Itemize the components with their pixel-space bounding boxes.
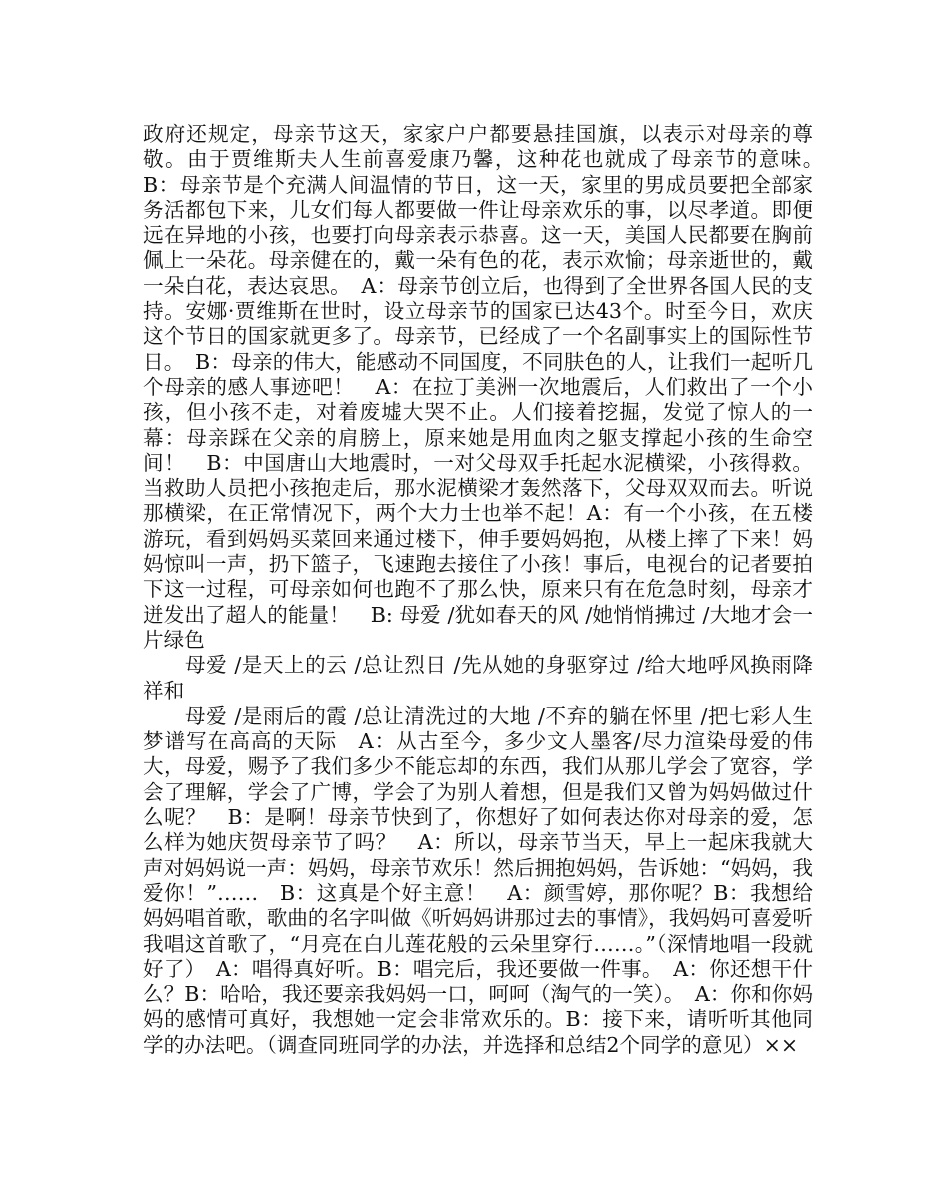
poem-stanza-paragraph: 母爱 /是天上的云 /总让烈日 /先从她的身驱穿过 /给大地呼风换雨降祥和 [143,653,813,703]
document-page [143,122,834,1058]
dialogue-paragraph-2: 母爱 /是雨后的霞 /总让清洗过的大地 /不弃的躺在怀里 /把七彩人生梦谱写在高高的天际 A：从古至今，多少文人墨客/尽力渲染母爱的伟大，母爱，赐予了我们多少不能忘却的东西，我们从那儿学会了宽容，学会了理解，学会了广博，学会了为别人着想，但是我们又曾为妈妈做过什么呢？ B：是啊！母亲节快到了，你想好了如何表达你对母亲的爱，怎么样为她庆贺母亲节了吗？ A：所以，母亲节当天，早上一起床我就大声对妈妈说一声：妈妈，母亲节欢乐！然后拥抱妈妈，告诉她：“妈妈，我爱你！”…… B：这真是个好主意！ A：颜雪婷，那你呢？B：我想给妈妈唱首歌，歌曲的名字叫做《听妈妈讲那过去的事情》，我妈妈可喜爱听我唱这首歌了，“月亮在白儿莲花般的云朵里穿行……。”（深情地唱一段就好了） A：唱得真好听。B：唱完后，我还要做一件事。 A：你还想干什么？B：哈哈，我还要亲我妈妈一口，呵呵（淘气的一笑）。 A：你和你妈妈的感情可真好，我想她一定会非常欢乐的。B：接下来，请听听其他同学的办法吧。（调查同班同学的办法，并选择和总结2个同学的意见）×× [143,703,813,1057]
dialogue-paragraph-1: 政府还规定，母亲节这天，家家户户都要悬挂国旗，以表示对母亲的尊敬。由于贾维斯夫人生前喜爱康乃馨，这种花也就成了母亲节的意味。 B：母亲节是个充满人间温情的节日，这一天，家里的男成员要把全部家务活都包下来，儿女们每人都要做一件让母亲欢乐的事，以尽孝道。即便远在异地的小孩，也要打向母亲表示恭喜。这一天，美国人民都要在胸前佩上一朵花。母亲健在的，戴一朵有色的花，表示欢愉；母亲逝世的，戴一朵白花，表达哀思。 A：母亲节创立后，也得到了全世界各国人民的支持。安娜·贾维斯在世时，设立母亲节的国家已达43个。时至今日，欢庆这个节日的国家就更多了。母亲节，已经成了一个名副事实上的国际性节日。 B：母亲的伟大，能感动不同国度，不同肤色的人，让我们一起听几个母亲的感人事迹吧！ A：在拉丁美洲一次地震后，人们救出了一个小孩，但小孩不走，对着废墟大哭不止。人们接着挖掘，发觉了惊人的一幕：母亲踩在父亲的肩膀上，原来她是用血肉之躯支撑起小孩的生命空间！ B：中国唐山大地震时，一对父母双手托起水泥横梁，小孩得救。当救助人员把小孩抱走后，那水泥横梁才轰然落下，父母双双而去。听说那横梁，在正常情况下，两个大力士也举不起！A：有一个小孩，在五楼游玩，看到妈妈买菜回来通过楼下，伸手要妈妈抱，从楼上摔了下来！妈妈惊叫一声，扔下篮子，飞速跑去接住了小孩！事后，电视台的记者要拍下这一过程，可母亲如何也跑不了那么快，原来只有在危急时刻，母亲才迸发出了超人的能量！ B: 母爱 /犹如春天的风 /她悄悄拂过 /大地才会一片绿色 [143,122,834,652]
